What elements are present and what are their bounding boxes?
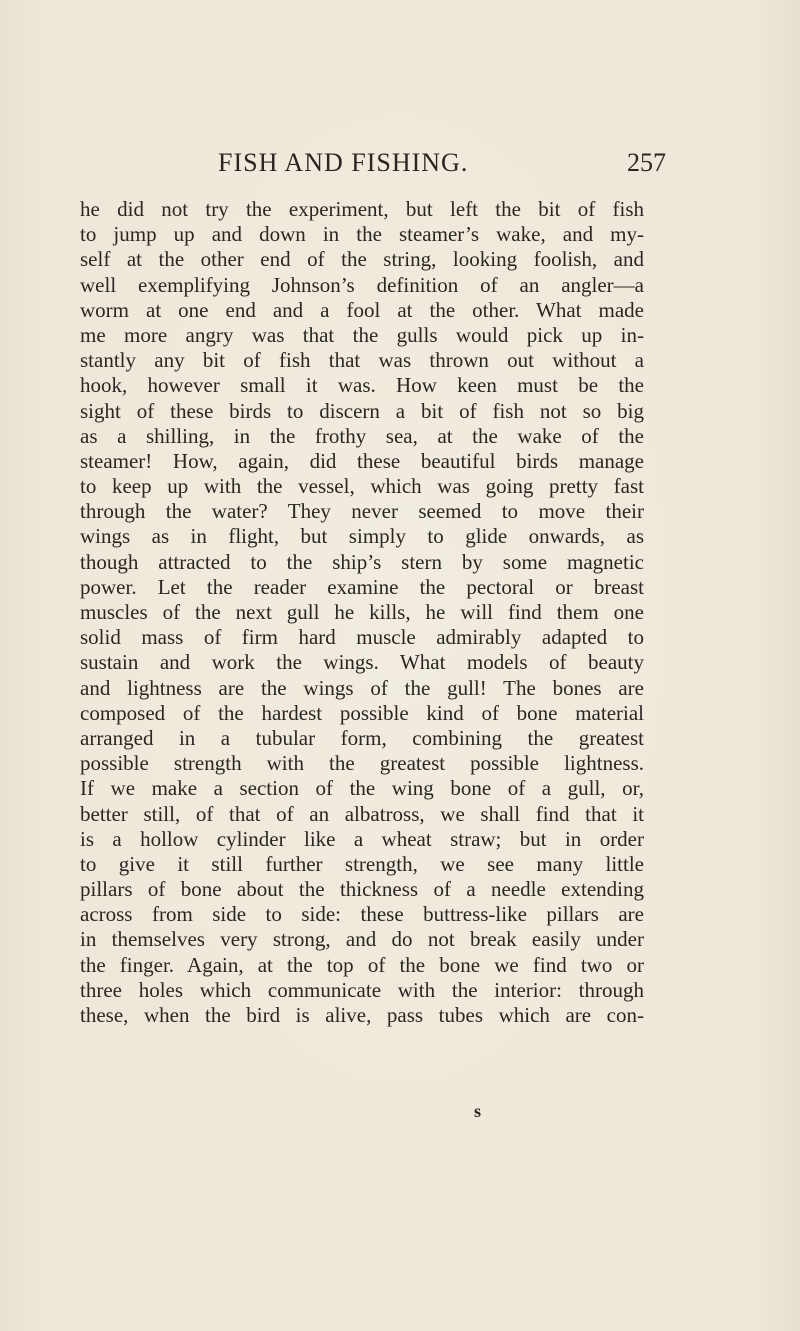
- text-line: power. Let the reader examine the pectoral or breast: [80, 574, 644, 599]
- text-line: better still, of that of an albatross, we shall find that it: [80, 801, 644, 826]
- text-line: to keep up with the vessel, which was going pretty fast: [80, 474, 644, 499]
- text-line: is a hollow cylinder like a wheat straw; but in order: [80, 826, 644, 851]
- text-line: steamer! How, again, did these beautiful birds manage: [80, 448, 644, 473]
- text-line: sustain and work the wings. What models of beauty: [80, 650, 644, 675]
- text-line: self at the other end of the string, looking foolish, and: [80, 247, 644, 272]
- text-line: to give it still further strength, we see many little: [80, 851, 644, 876]
- text-line: he did not try the experiment, but left the bit of fish: [80, 197, 644, 221]
- text-line: me more angry was that the gulls would pick up in-: [80, 322, 644, 347]
- text-line: hook, however small it was. How keen must be the: [80, 373, 644, 398]
- text-line: three holes which communicate with the interior: through: [80, 977, 644, 1002]
- running-title: FISH AND FISHING.: [218, 148, 469, 177]
- text-line: pillars of bone about the thickness of a needle extending: [80, 877, 644, 902]
- text-line: worm at one end and a fool at the other. What made: [80, 297, 644, 322]
- body-text: [80, 197, 644, 1028]
- text-line: in themselves very strong, and do not break easily under: [80, 927, 644, 952]
- text-line: well exemplifying Johnson’s definition of an angler—a: [80, 272, 644, 297]
- text-line: muscles of the next gull he kills, he will find them one: [80, 600, 644, 624]
- text-line: these, when the bird is alive, pass tubes which are con-: [80, 1003, 644, 1027]
- text-line: though attracted to the ship’s stern by some magnetic: [80, 549, 644, 574]
- text-line: and lightness are the wings of the gull! The bones are: [80, 675, 644, 700]
- running-head: [218, 148, 666, 180]
- text-line: arranged in a tubular form, combining the greatest: [80, 725, 644, 750]
- signature-mark: s: [474, 1101, 482, 1121]
- text-line: to jump up and down in the steamer’s wake, and my-: [80, 222, 644, 247]
- text-line: If we make a section of the wing bone of a gull, or,: [80, 776, 644, 801]
- page-number: 257: [627, 148, 666, 177]
- text-line: sight of these birds to discern a bit of fish not so big: [80, 398, 644, 423]
- text-line: possible strength with the greatest possible lightness.: [80, 751, 644, 776]
- text-line: solid mass of firm hard muscle admirably adapted to: [80, 625, 644, 650]
- text-line: as a shilling, in the frothy sea, at the wake of the: [80, 423, 644, 448]
- text-line: the finger. Again, at the top of the bone we find two or: [80, 952, 644, 977]
- text-line: through the water? They never seemed to move their: [80, 499, 644, 524]
- text-line: stantly any bit of fish that was thrown out without a: [80, 348, 644, 373]
- text-line: composed of the hardest possible kind of bone material: [80, 700, 644, 725]
- text-line: across from side to side: these buttress-like pillars are: [80, 902, 644, 927]
- text-line: wings as in flight, but simply to glide onwards, as: [80, 524, 644, 549]
